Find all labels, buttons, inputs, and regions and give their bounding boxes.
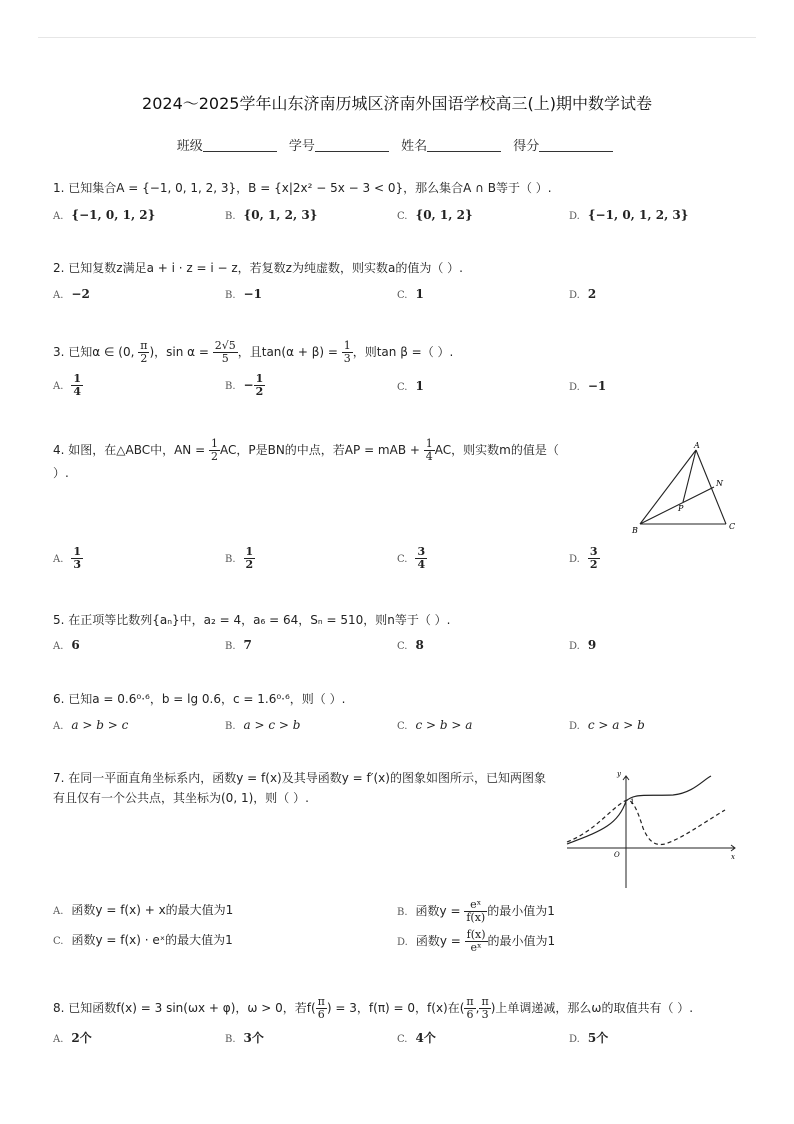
frac-den: eˣ [470, 941, 482, 954]
option-text: 的最小值为1 [487, 934, 556, 948]
q4-option-a[interactable] [53, 546, 83, 571]
option-text: 函数y = f(x) + x的最大值为1 [71, 903, 234, 917]
frac-num: 1 [73, 545, 82, 558]
q3-frac-pi-2 [138, 340, 149, 365]
frac-den: 2 [210, 450, 218, 463]
vertex-label-a: A [694, 441, 700, 450]
score-label: 得分 [513, 139, 540, 154]
frac-num: 1 [73, 372, 82, 385]
option-text: 6 [71, 638, 80, 652]
option-key: A. [53, 554, 64, 565]
q2-option-c[interactable] [397, 286, 424, 304]
option-key: C. [397, 721, 408, 732]
option-key: D. [569, 211, 580, 222]
frac-den: 4 [73, 385, 82, 398]
q4-stem-part: 4. 如图，在△ABC中，AN = [53, 443, 209, 457]
student-info-line [0, 135, 794, 154]
option-text: 函数y = [415, 904, 465, 918]
frac-den: 2 [245, 558, 254, 571]
option-frac [465, 929, 488, 954]
option-key: D. [569, 1034, 580, 1045]
q5-option-c[interactable] [397, 637, 424, 655]
q7-option-c[interactable] [53, 932, 233, 950]
q2-option-b[interactable] [225, 286, 262, 304]
frac-den: 4 [425, 450, 433, 463]
q3-frac-sin [213, 340, 238, 365]
score-blank[interactable] [539, 151, 613, 152]
q3-stem-part: ，且tan(α + β) = [237, 345, 342, 359]
option-text: {0, 1, 2, 3} [243, 208, 318, 222]
q5-option-d[interactable] [569, 637, 596, 655]
frac-den: 2 [589, 558, 598, 571]
point-label-p: P [678, 504, 684, 513]
option-text: 的最小值为1 [487, 904, 555, 918]
q6-option-b[interactable] [225, 717, 300, 735]
triangle-figure [628, 438, 740, 536]
option-text: 2个 [71, 1031, 92, 1045]
number-blank[interactable] [315, 151, 389, 152]
q8-frac-pi-3 [479, 996, 490, 1021]
frac-num: π [140, 339, 148, 352]
number-field [289, 135, 393, 154]
option-key: B. [225, 1034, 236, 1045]
option-text: 3个 [243, 1031, 264, 1045]
option-key: C. [397, 554, 408, 565]
option-key: A. [53, 641, 64, 652]
origin-label: O [614, 851, 620, 859]
option-text: 函数y = f(x) · eˣ的最大值为1 [71, 933, 233, 947]
frac-num: π [481, 995, 489, 1008]
q3-option-b[interactable] [225, 373, 265, 398]
option-text: c > b > a [415, 718, 473, 732]
frac-den: 3 [73, 558, 82, 571]
q8-option-b[interactable] [225, 1030, 264, 1048]
option-key: C. [397, 290, 408, 301]
option-key: B. [225, 381, 236, 392]
q7-option-a[interactable] [53, 902, 233, 920]
function-graph-figure [563, 768, 741, 890]
question-1-stem: 1. 已知集合A = {−1, 0, 1, 2, 3}，B = {x|2x² − 5x − 3 < 0}，那么集合A ∩ B等于（ ）. [53, 181, 552, 195]
option-text: 1 [415, 379, 424, 393]
q8-frac-pi-6b [464, 996, 475, 1021]
option-text: 函数y = [415, 934, 465, 948]
frac-den: 3 [343, 352, 351, 365]
option-key: D. [569, 721, 580, 732]
frac-num: 3 [589, 545, 598, 558]
q6-option-d[interactable] [569, 717, 645, 735]
option-text: −1 [587, 379, 607, 393]
question-7-stem-line1: 7. 在同一平面直角坐标系内，函数y = f(x)及其导函数y = f′(x)的图象如图所示，已知两图象 [53, 771, 546, 785]
question-8-stem: 8. 已知函数f(x) = 3 sin(ωx + φ)，ω > 0，若f( $\frac{\pi}{6}$ ) = 3，f(π) = 0，f(x)在( $\frac{\pi}{6}$ , $\frac{\pi}{3}$ )上单调递减，那么ω的取值共有（ ）. [53, 995, 694, 1021]
option-sign: − [243, 378, 254, 392]
option-text: {−1, 0, 1, 2} [71, 208, 156, 222]
option-text: −2 [71, 287, 90, 301]
frac-den: f(x) [466, 911, 486, 924]
name-label: 姓名 [401, 139, 428, 154]
q5-option-b[interactable] [225, 637, 252, 655]
vertex-label-b: B [632, 526, 638, 535]
option-key: A. [53, 211, 64, 222]
option-text: c > a > b [587, 718, 645, 732]
option-text: a > c > b [243, 718, 301, 732]
option-key: D. [569, 382, 580, 393]
option-key: A. [53, 721, 64, 732]
option-frac [415, 546, 427, 571]
option-text: 9 [587, 638, 597, 652]
option-key: B. [225, 290, 236, 301]
q8-option-a[interactable] [53, 1030, 92, 1048]
option-key: C. [397, 1034, 408, 1045]
option-text: −1 [243, 287, 262, 301]
question-6-stem: 6. 已知a = 0.6⁰·⁶，b = lg 0.6，c = 1.6⁰·⁶，则（ ）. [53, 692, 346, 706]
q4-frac-half [209, 438, 220, 463]
option-text: {0, 1, 2} [415, 208, 473, 222]
q4-option-b[interactable] [225, 546, 255, 571]
option-key: B. [225, 211, 236, 222]
class-field [177, 135, 281, 154]
q8-frac-pi-6 [316, 996, 327, 1021]
q4-frac-quarter [424, 438, 435, 463]
option-text: 8 [415, 638, 424, 652]
vertex-label-c: C [729, 522, 736, 531]
frac-den: 5 [221, 352, 229, 365]
option-key: C. [397, 211, 408, 222]
option-text: 1 [415, 287, 424, 301]
frac-num: 1 [425, 437, 433, 450]
q2-option-d[interactable] [569, 286, 596, 304]
y-tick-label-1: 1 [630, 798, 635, 806]
question-7-stem-line2: 有且仅有一个公共点，其坐标为(0, 1)，则（ ）. [53, 791, 309, 805]
option-key: D. [397, 937, 408, 948]
frac-num: 3 [417, 545, 426, 558]
frac-num: 1 [343, 339, 351, 352]
q2-option-a[interactable] [53, 286, 90, 304]
frac-num: 1 [210, 437, 218, 450]
option-key: B. [225, 721, 236, 732]
q4-stem-part: AC，则实数m的值是（ [434, 443, 559, 457]
option-key: B. [397, 907, 408, 918]
option-frac [71, 546, 83, 571]
option-text: 7 [243, 638, 252, 652]
option-key: A. [53, 381, 64, 392]
q3-stem-part: ，则tan β =（ ）. [352, 345, 454, 359]
option-key: A. [53, 1034, 64, 1045]
frac-den: 2 [255, 385, 264, 398]
q7-option-b[interactable] [397, 899, 555, 924]
point-label-n: N [716, 479, 723, 488]
question-3-stem [53, 340, 453, 365]
q3-stem-part: )，sin α = [149, 345, 213, 359]
option-key: C. [397, 641, 408, 652]
option-frac [244, 546, 256, 571]
q4-option-c[interactable] [397, 546, 427, 571]
option-text: {−1, 0, 1, 2, 3} [587, 208, 689, 222]
option-frac [254, 373, 266, 398]
class-label: 班级 [176, 139, 203, 154]
frac-den: 3 [481, 1008, 489, 1021]
frac-den: 6 [317, 1008, 325, 1021]
q8-stem-part: )上单调递减，那么ω的取值共有（ ）. [490, 1001, 694, 1015]
option-key: C. [53, 936, 64, 947]
frac-num: f(x) [466, 928, 486, 941]
frac-num: eˣ [464, 899, 487, 912]
q4-stem-part: ）. [53, 466, 69, 480]
option-key: B. [225, 641, 236, 652]
y-axis-label: y [617, 770, 621, 778]
q6-option-a[interactable] [53, 717, 128, 735]
q3-option-d[interactable] [569, 378, 606, 396]
frac-num: 1 [255, 372, 264, 385]
q6-option-c[interactable] [397, 717, 472, 735]
q1-option-a[interactable] [53, 207, 155, 225]
frac-den: 2 [140, 352, 148, 365]
option-key: D. [569, 290, 580, 301]
frac-num: 2√5 [214, 339, 236, 352]
option-text: 2 [587, 287, 597, 301]
q1-option-c[interactable] [397, 207, 473, 225]
q3-frac-third [342, 340, 353, 365]
name-blank[interactable] [427, 151, 501, 152]
option-text: 5个 [587, 1031, 609, 1045]
q3-stem-part: 3. 已知α ∈ (0, [53, 345, 139, 359]
option-frac [464, 899, 487, 924]
question-2-stem: 2. 已知复数z满足a + i · z = i − z，若复数z为纯虚数，则实数a的值为（ ）. [53, 261, 463, 275]
q8-stem-part: 8. 已知函数f(x) = 3 sin(ωx + φ)，ω > 0，若f( [53, 1001, 316, 1015]
number-label: 学号 [288, 139, 315, 154]
option-key: A. [53, 906, 64, 917]
frac-den: 4 [417, 558, 426, 571]
name-field [401, 135, 505, 154]
question-5-stem: 5. 在正项等比数列{aₙ}中，a₂ = 4，a₆ = 64，Sₙ = 510，则n等于（ ）. [53, 613, 451, 627]
q3-option-a[interactable] [53, 373, 83, 398]
question-4-stem [53, 438, 598, 483]
x-axis-label: x [731, 853, 735, 861]
q8-option-d[interactable] [569, 1030, 608, 1048]
option-key: B. [225, 554, 236, 565]
option-key: D. [569, 554, 580, 565]
frac-den: 6 [466, 1008, 474, 1021]
page-title: 2024～2025学年山东济南历城区济南外国语学校高三(上)期中数学试卷 [142, 94, 652, 113]
q1-option-d[interactable] [569, 207, 689, 225]
option-key: C. [397, 382, 408, 393]
option-frac [71, 373, 83, 398]
q1-option-b[interactable] [225, 207, 317, 225]
q3-option-c[interactable] [397, 378, 424, 396]
frac-num: 1 [245, 545, 254, 558]
q4-stem-part: AC，P是BN的中点，若AP = mAB + [219, 443, 424, 457]
option-text: a > b > c [71, 718, 129, 732]
option-frac [588, 546, 600, 571]
option-key: A. [53, 290, 64, 301]
q8-stem-part: ) = 3，f(π) = 0，f(x)在( [326, 1001, 465, 1015]
q5-option-a[interactable] [53, 637, 80, 655]
class-blank[interactable] [203, 151, 277, 152]
option-key: D. [569, 641, 580, 652]
option-text: 4个 [415, 1031, 436, 1045]
frac-num: π [317, 995, 325, 1008]
q8-option-c[interactable] [397, 1030, 436, 1048]
q4-option-d[interactable] [569, 546, 600, 571]
frac-num: π [466, 995, 474, 1008]
top-divider [38, 37, 756, 38]
score-field [513, 135, 617, 154]
q7-option-d[interactable] [397, 929, 555, 954]
